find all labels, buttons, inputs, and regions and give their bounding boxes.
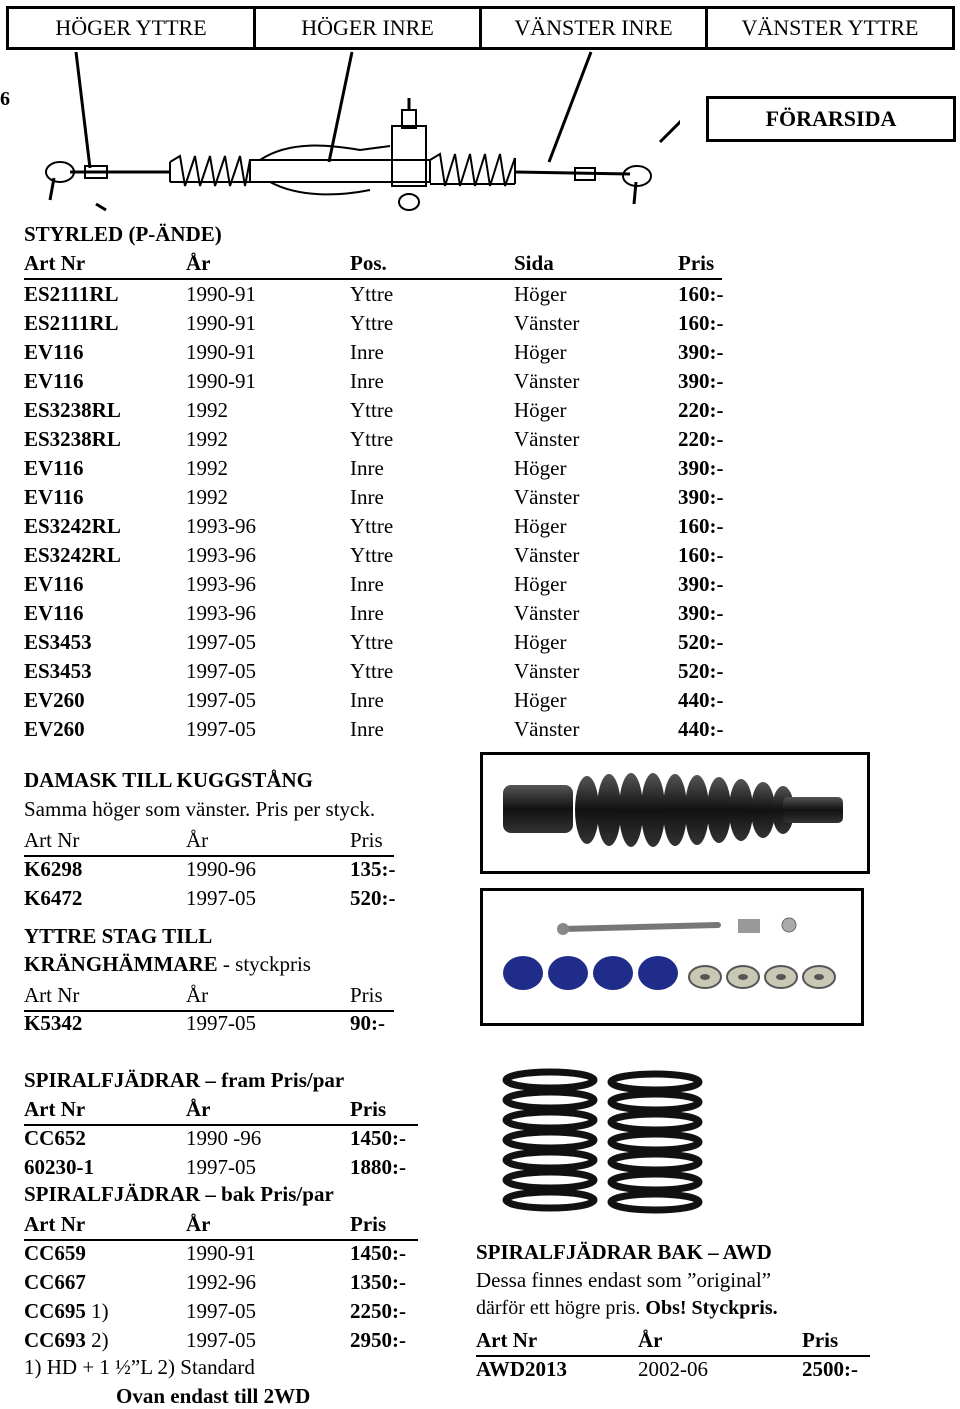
col-art-nr: Art Nr [24, 828, 80, 852]
damask-title: DAMASK TILL KUGGSTÅNG [24, 768, 314, 792]
col-pris: Pris [350, 1212, 387, 1236]
pointer-line-vanster-inre [549, 52, 591, 162]
steering-rack-illustration [30, 50, 680, 220]
col-art-nr: Art Nr [24, 251, 86, 275]
col-ar: År [186, 1097, 211, 1121]
pointer-line-hoger-yttre [76, 52, 90, 168]
styrled-header-row [24, 249, 722, 280]
driver-side-label: FÖRARSIDA [706, 96, 956, 142]
col-ar: År [186, 828, 209, 852]
col-pris: Pris [350, 1097, 387, 1121]
damask-header-row [24, 826, 394, 857]
sway-bar-link-image-frame [480, 888, 864, 1026]
awd-header-row [476, 1326, 870, 1357]
col-pris: Pris [350, 983, 383, 1007]
col-ar: År [638, 1328, 663, 1352]
col-art-nr: Art Nr [24, 1097, 86, 1121]
col-art-nr: Art Nr [24, 983, 80, 1007]
col-ar: År [186, 983, 209, 1007]
stag-subtitle: KRÄNGHÄMMARE - styckpris [24, 952, 311, 976]
col-art-nr: Art Nr [476, 1328, 538, 1352]
bellows-image-frame [480, 752, 870, 874]
col-pos: Pos. [350, 251, 387, 275]
col-art-nr: Art Nr [24, 1212, 86, 1236]
stag-title: YTTRE STAG TILL [24, 924, 213, 948]
pointer-line-vanster-yttre [660, 96, 680, 142]
sway-bar-link-kit-image [483, 891, 861, 1023]
awd-title: SPIRALFJÄDRAR BAK – AWD [476, 1240, 772, 1264]
spiral-fram-title: SPIRALFJÄDRAR – fram Pris/par [24, 1068, 345, 1092]
col-pris: Pris [802, 1328, 839, 1352]
spiral-fram-header-row [24, 1095, 418, 1126]
awd-description-2: därför ett högre pris. Obs! Styckpris. [476, 1297, 778, 1319]
col-ar: År [186, 1212, 211, 1236]
stag-header-row [24, 981, 394, 1012]
col-pris: Pris [350, 828, 383, 852]
spiral-bak-footer: Ovan endast till 2WD [116, 1384, 311, 1408]
awd-description-1: Dessa finnes endast som ”original” [476, 1268, 772, 1292]
rack-bellows-image [483, 755, 867, 871]
header-box-vanster-inre: VÄNSTER INRE [479, 6, 708, 50]
spiral-bak-title: SPIRALFJÄDRAR – bak Pris/par [24, 1182, 334, 1206]
col-ar: År [186, 251, 211, 275]
spiral-bak-header-row [24, 1210, 418, 1241]
col-pris: Pris [678, 251, 715, 275]
styrled-title: STYRLED (P-ÄNDE) [24, 222, 222, 246]
header-box-hoger-inre: HÖGER INRE [253, 6, 482, 50]
coil-springs-image [495, 1066, 715, 1216]
damask-note: Samma höger som vänster. Pris per styck. [24, 797, 376, 821]
page-number: 6 [0, 88, 10, 110]
spiral-bak-footnote: 1) HD + 1 ½”L 2) Standard [24, 1355, 255, 1379]
header-box-vanster-yttre: VÄNSTER YTTRE [705, 6, 955, 50]
header-box-hoger-yttre: HÖGER YTTRE [6, 6, 256, 50]
col-sida: Sida [514, 251, 554, 275]
